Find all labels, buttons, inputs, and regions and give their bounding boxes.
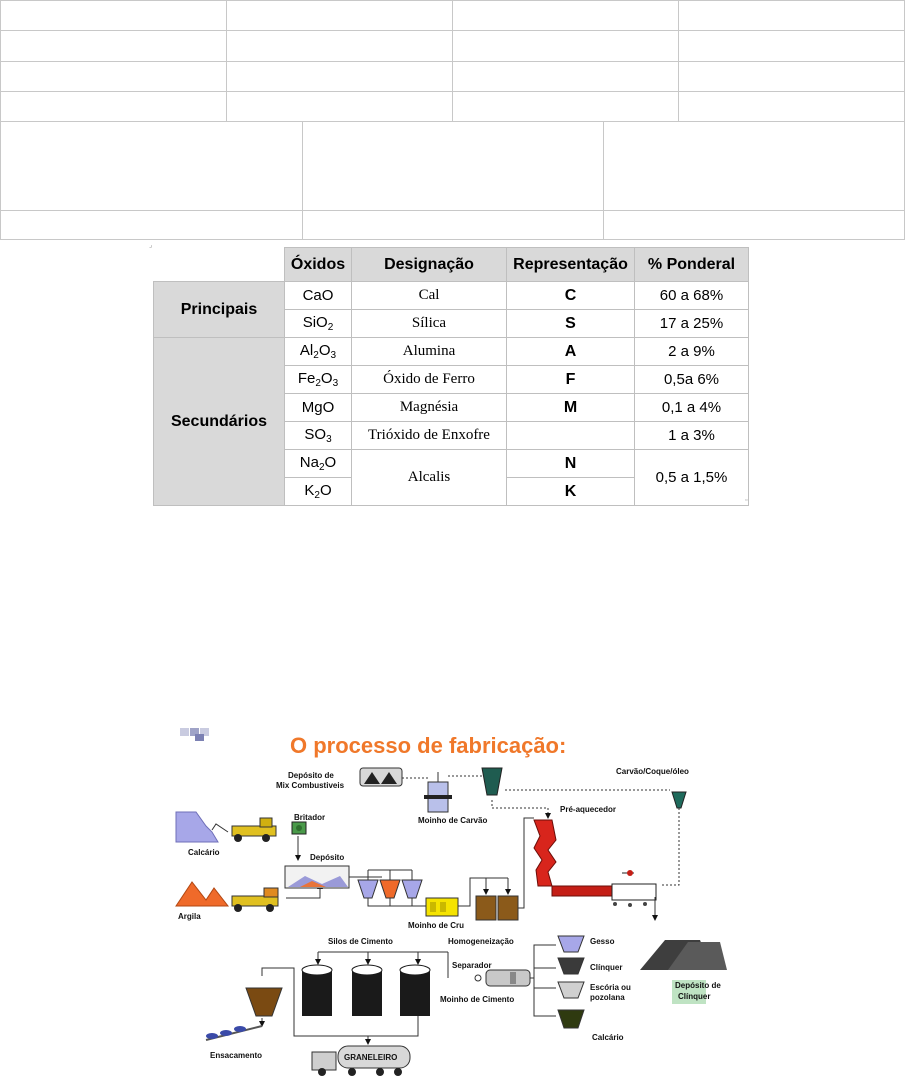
percent-cell: 1 a 3% xyxy=(635,422,749,450)
oxide-cell: $SO_3$ xyxy=(285,422,352,450)
representation-cell: C xyxy=(507,282,635,310)
process-title: O processo de fabricação: xyxy=(290,733,567,758)
percent-cell: 60 a 68% xyxy=(635,282,749,310)
label-deposito-mix: Depósito de xyxy=(288,771,334,780)
label-graneleiro: GRANELEIRO xyxy=(344,1053,398,1062)
grid-line xyxy=(0,239,905,240)
label-moinho-cru: Moinho de Cru xyxy=(408,921,464,930)
label-silos: Silos de Cimento xyxy=(328,937,393,946)
oxide-cell: $Al_2O_3$ xyxy=(285,338,352,366)
coal-hopper-icon xyxy=(482,768,502,795)
label-separador: Separador xyxy=(452,961,492,970)
label-mix-combustiveis: Mix Combustiveis xyxy=(276,781,345,790)
label-argila: Argila xyxy=(178,912,201,921)
coal-mill-icon xyxy=(424,772,452,812)
raw-silos-icon xyxy=(358,870,422,906)
oxide-cell: $Na_2O$ xyxy=(285,450,352,478)
label-gesso: Gesso xyxy=(590,937,615,946)
designation-cell: Cal xyxy=(352,282,507,310)
header-weight-percent: % Ponderal xyxy=(635,248,749,282)
designation-cell: Trióxido de Enxofre xyxy=(352,422,507,450)
grid-line xyxy=(302,121,303,240)
fuel-mix-deposit-icon xyxy=(360,768,402,786)
grid-line xyxy=(0,210,905,211)
header-designation: Designação xyxy=(352,248,507,282)
header-representation: Representação xyxy=(507,248,635,282)
percent-cell: 17 a 25% xyxy=(635,310,749,338)
crusher-icon xyxy=(292,822,306,834)
table-corner-mark: ⌟ xyxy=(149,242,153,249)
representation-cell: K xyxy=(507,478,635,506)
percent-cell: 2 a 9% xyxy=(635,338,749,366)
fuel-hopper-icon xyxy=(672,792,686,808)
process-diagram xyxy=(160,720,750,1079)
limestone-pile-icon xyxy=(176,812,218,842)
homogenization-silos-icon xyxy=(476,878,518,920)
label-moinho-carvao: Moinho de Carvão xyxy=(418,816,488,825)
label-escoria: Escória ou xyxy=(590,983,631,992)
label-clinquer: Clínquer xyxy=(590,963,623,972)
designation-cell: Sílica xyxy=(352,310,507,338)
empty-grid-table xyxy=(0,0,905,240)
slag-hopper-icon xyxy=(558,982,584,998)
designation-cell: Magnésia xyxy=(352,394,507,422)
oxide-cell: $K_2O$ xyxy=(285,478,352,506)
designation-cell: Alumina xyxy=(352,338,507,366)
representation-cell xyxy=(507,422,635,450)
label-ensacamento: Ensacamento xyxy=(210,1051,263,1060)
representation-cell: A xyxy=(507,338,635,366)
header-oxides: Óxidos xyxy=(285,248,352,282)
representation-cell: N xyxy=(507,450,635,478)
oxide-cell: MgO xyxy=(285,394,352,422)
grid-line xyxy=(678,0,679,121)
excavator-truck-icon xyxy=(212,818,276,842)
label-homogeneizacao: Homogeneização xyxy=(448,937,514,946)
bagging-hopper-icon xyxy=(246,988,282,1016)
label-calcario: Calcário xyxy=(188,848,220,857)
designation-cell: Óxido de Ferro xyxy=(352,366,507,394)
label-deposito-clinquer: Depósito de xyxy=(675,981,721,990)
label-pre-aquecedor: Pré-aquecedor xyxy=(560,805,617,814)
representation-cell: M xyxy=(507,394,635,422)
designation-cell: Alcalis xyxy=(352,450,507,506)
clinker-deposit-icon xyxy=(640,940,727,970)
percent-cell: 0,5a 6% xyxy=(635,366,749,394)
grid-line xyxy=(452,0,453,121)
cement-mill-icon xyxy=(475,970,530,986)
representation-cell: S xyxy=(507,310,635,338)
cement-silos-icon xyxy=(302,965,430,1016)
clay-pile-icon xyxy=(176,882,228,906)
grid-line xyxy=(603,121,604,240)
oxide-cell: $Fe_2O_3$ xyxy=(285,366,352,394)
label-pozolana: pozolana xyxy=(590,993,625,1002)
group-secondary: Secundários xyxy=(154,338,285,506)
oxide-composition-table xyxy=(153,247,749,506)
percent-cell: 0,1 a 4% xyxy=(635,394,749,422)
header-blank xyxy=(154,248,285,282)
oxide-cell: CaO xyxy=(285,282,352,310)
group-principal: Principais xyxy=(154,282,285,338)
slide-bullet-icon xyxy=(180,728,209,741)
raw-mill-icon xyxy=(426,898,458,916)
grid-line xyxy=(0,0,1,240)
grid-line xyxy=(0,121,905,122)
label-deposito-clinquer2: Clínquer xyxy=(678,992,711,1001)
label-moinho-cimento: Moinho de Cimento xyxy=(440,995,515,1004)
label-deposito: Depósito xyxy=(310,853,345,862)
limestone-hopper-icon xyxy=(558,1010,584,1028)
clinker-hopper-icon xyxy=(558,958,584,974)
percent-cell: 0,5 a 1,5% xyxy=(635,450,749,506)
preheater-tower-icon xyxy=(534,820,656,907)
raw-material-deposit-icon xyxy=(285,866,349,888)
representation-cell: F xyxy=(507,366,635,394)
bagging-conveyor-icon xyxy=(206,1026,262,1040)
label-calcario2: Calcário xyxy=(592,1033,624,1042)
gypsum-hopper-icon xyxy=(558,936,584,952)
clay-excavator-icon xyxy=(232,888,278,912)
label-britador: Britador xyxy=(294,813,326,822)
oxide-cell: SiO$_2$ xyxy=(285,310,352,338)
label-carvao: Carvão/Coque/óleo xyxy=(616,767,689,776)
table-resize-handle[interactable]: ▫ xyxy=(745,497,748,504)
grid-line xyxy=(226,0,227,121)
